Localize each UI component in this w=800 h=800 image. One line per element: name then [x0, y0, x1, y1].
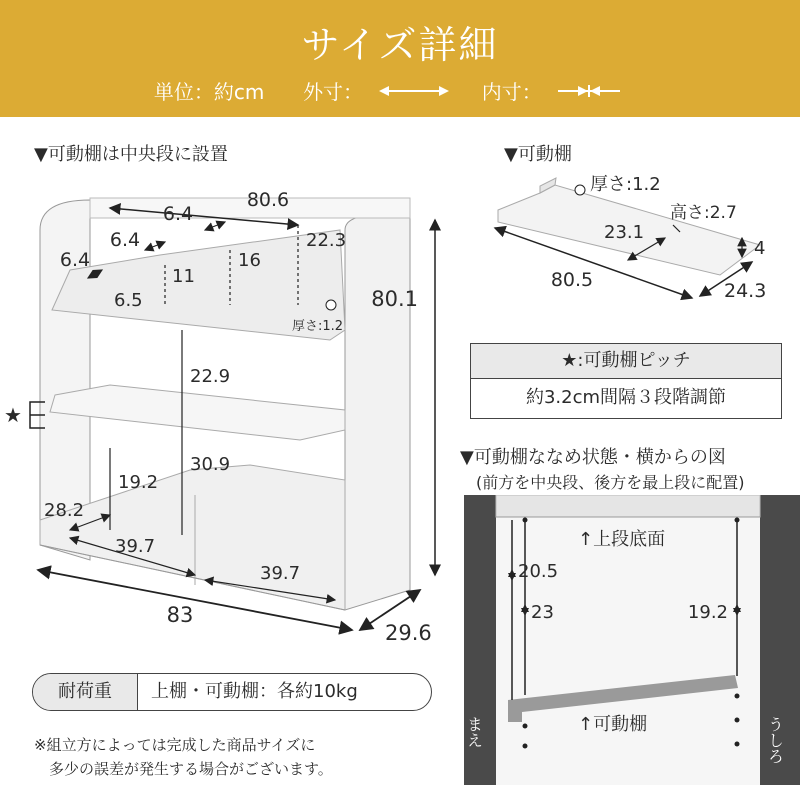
- page-title: サイズ詳細: [301, 23, 499, 67]
- label-step-h-11: 11: [172, 266, 195, 287]
- label-middle-gap: 30.9: [190, 454, 231, 475]
- main-view-heading: ▼可動棚は中央段に設置: [34, 144, 228, 165]
- pitch-info-title: ★:可動棚ピッチ: [471, 344, 781, 379]
- label-front: まえ: [464, 716, 484, 748]
- label-total-width: 83: [166, 603, 194, 627]
- header-banner: [0, 0, 800, 117]
- label-top-bottom: ↑上段底面: [578, 529, 666, 550]
- label-bottom-height: 19.2: [118, 472, 159, 493]
- shelf-view-heading: ▼可動棚: [504, 144, 572, 165]
- label-total-height: 80.1: [371, 287, 418, 311]
- pitch-info-box: [470, 343, 782, 419]
- movable-shelf: [50, 385, 345, 440]
- label-lip-height: 高さ:2.7: [670, 203, 737, 223]
- unit-legend: [0, 76, 800, 105]
- label-inner-depth: 23.1: [604, 222, 645, 243]
- shelf-diagram: [0, 170, 460, 650]
- label-shelf-width: 80.5: [550, 269, 594, 291]
- label-shelf-depth: 24.3: [724, 280, 767, 302]
- label-bottom-right-width: 39.7: [260, 563, 301, 584]
- label-movable-shelf: ↑可動棚: [578, 714, 648, 735]
- shelf-detail-diagram: [480, 170, 790, 310]
- label-total-depth: 29.6: [385, 621, 432, 645]
- label-shelf-thickness: 厚さ:1.2: [590, 174, 661, 195]
- label-step-h-6-5: 6.5: [114, 290, 143, 311]
- star-label: ★: [4, 403, 22, 427]
- disclaimer-note: [34, 733, 333, 781]
- unit-label: 単位：約cm: [153, 80, 265, 104]
- label-step-h-16: 16: [238, 250, 261, 271]
- label-step-top: 6.4: [162, 203, 194, 225]
- note-line-2: 多少の誤差が発生する場合がございます。: [34, 760, 333, 778]
- load-value: 上棚・可動棚：各約10kg: [151, 681, 358, 702]
- label-step-low: 6.4: [59, 249, 91, 271]
- label-step-mid: 6.4: [109, 229, 141, 251]
- load-capacity-pill: [32, 673, 432, 711]
- top-shelf-underside: [496, 495, 760, 517]
- label-dim-23: 23: [531, 602, 554, 623]
- label-edge-height: 4: [754, 238, 766, 259]
- side-view-heading: ▼可動棚ななめ状態・横からの図: [460, 447, 726, 468]
- outer-label: 外寸：: [303, 80, 364, 104]
- pitch-info-body: 約3.2cm間隔３段階調節: [525, 387, 727, 408]
- label-upper-gap: 22.9: [190, 366, 231, 387]
- thickness-marker-icon: [326, 300, 336, 310]
- label-dim-19-2: 19.2: [687, 602, 728, 623]
- side-view-diagram: [464, 495, 800, 785]
- label-bottom-depth: 28.2: [44, 500, 85, 521]
- label-back: うしろ: [765, 716, 785, 764]
- label-rear-panel: 22.3: [306, 230, 347, 251]
- inner-arrow-icon: [558, 84, 620, 98]
- inner-label: 内寸：: [481, 80, 542, 104]
- label-top-width: 80.6: [246, 189, 290, 211]
- side-view-subheading: (前方を中央段、後方を最上段に配置): [476, 473, 745, 492]
- label-bottom-left-width: 39.7: [115, 536, 156, 557]
- label-thickness: 厚さ:1.2: [292, 319, 344, 334]
- note-line-1: ※組立方によっては完成した商品サイズに: [34, 736, 316, 754]
- load-label: 耐荷重: [33, 674, 138, 710]
- right-side-panel: [345, 215, 410, 610]
- outer-arrow-icon: [379, 84, 449, 98]
- label-dim-20-5: 20.5: [518, 561, 559, 582]
- shelf-thickness-marker-icon: [575, 185, 585, 195]
